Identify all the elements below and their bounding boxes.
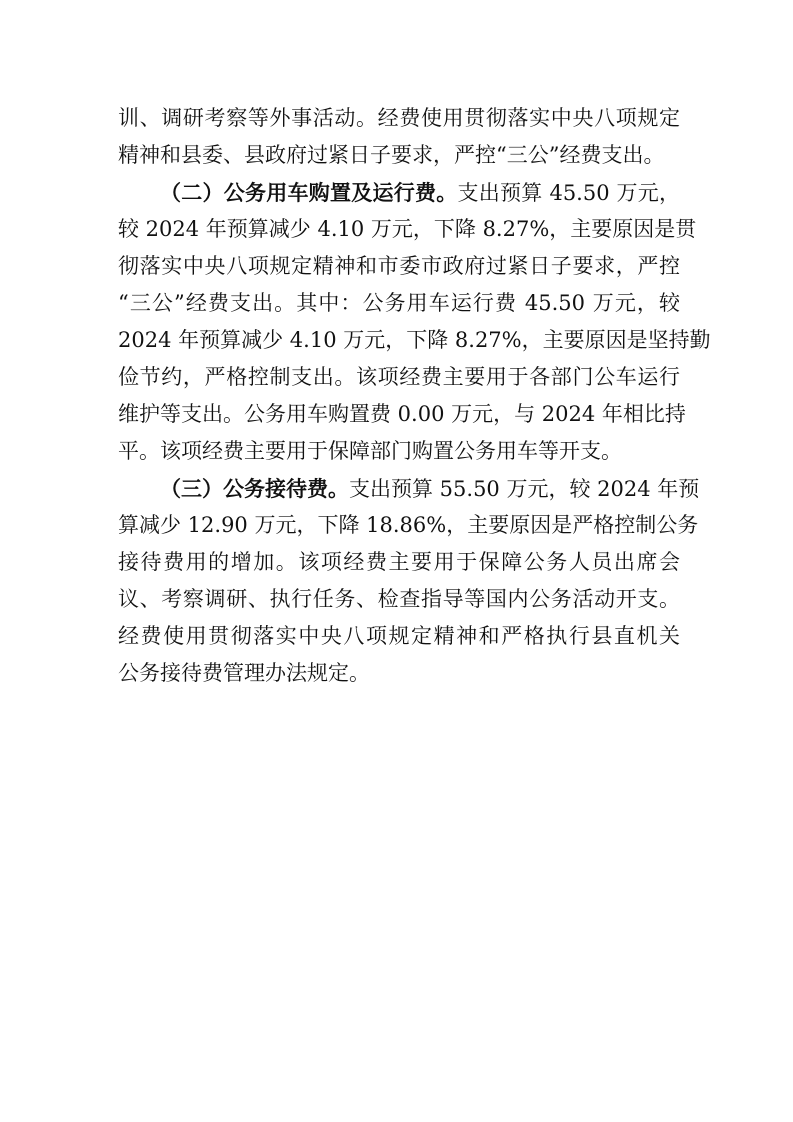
paragraph-line: 较 2024 年预算减少 4.10 万元，下降 8.27%，主要原因是贯 (118, 217, 697, 241)
section-reception-first-line-text: 支出预算 55.50 万元，较 2024 年预 (349, 477, 700, 501)
section-reception-first-line (118, 470, 700, 507)
paragraph-line: 维护等支出。公务用车购置费 0.00 万元，与 2024 年相比持 (118, 402, 686, 426)
body-text (118, 100, 711, 692)
section-reception-heading: （三）公务接待费。 (160, 476, 349, 501)
paragraph-line: 接待费用的增加。该项经费主要用于保障公务人员出席会 (118, 550, 680, 574)
section-vehicle-heading: （二）公务用车购置及运行费。 (160, 180, 458, 205)
paragraph-line: 训、调研考察等外事活动。经费使用贯彻落实中央八项规定 (118, 106, 680, 130)
paragraph-line: 平。该项经费主要用于保障部门购置公务用车等开支。 (118, 439, 622, 463)
paragraph-line: 彻落实中央八项规定精神和市委市政府过紧日子要求，严控 (118, 254, 680, 278)
paragraph-line: 公务接待费管理办法规定。 (118, 661, 370, 685)
section-vehicle-first-line-text: 支出预算 45.50 万元， (457, 181, 681, 205)
paragraph-line: 2024 年预算减少 4.10 万元，下降 8.27%，主要原因是坚持勤 (118, 328, 711, 352)
paragraph-line: 议、考察调研、执行任务、检查指导等国内公务活动开支。 (118, 587, 680, 611)
paragraph-line: 算减少 12.90 万元，下降 18.86%，主要原因是严格控制公务 (118, 513, 699, 537)
paragraph-line: 俭节约，严格控制支出。该项经费主要用于各部门公车运行 (118, 365, 680, 389)
paragraph-line: “三公”经费支出。其中：公务用车运行费 45.50 万元，较 (118, 291, 680, 315)
section-vehicle-first-line (118, 174, 680, 211)
paragraph-line: 经费使用贯彻落实中央八项规定精神和严格执行县直机关 (118, 624, 680, 648)
paragraph-line: 精神和县委、县政府过紧日子要求，严控“三公”经费支出。 (118, 143, 665, 167)
